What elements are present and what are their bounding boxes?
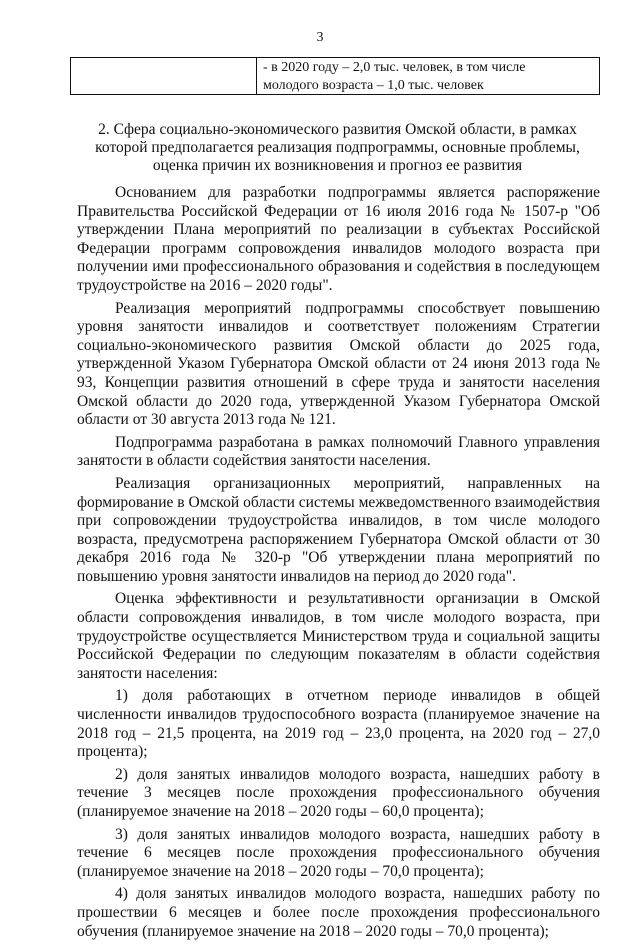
heading-line: оценка причин их возникновения и прогноз ее развития: [152, 157, 523, 174]
table-cell-empty: [71, 58, 257, 94]
list-item-indicator-3: 3) доля занятых инвалидов молодого возраста, нашедших работу в течение 6 месяцев после прохождения профессионального обучения (планируемое значение на 2018 – 2020 годы – 70,0 процента);: [77, 825, 600, 880]
page-number: 3: [316, 30, 324, 45]
paragraph-strategy: Реализация мероприятий подпрограммы способствует повышению уровня занятости инвалидов и соответствует положениям Стратегии социально-экономического развития Омской области до 2025 года, утвержденной Указом Губернатора Омской области от 24 июня 2013 года № 93, Концепции развития отношений в сфере труда и занятости населения Омской области до 2020 года, утвержденной Указом Губернатора Омской области от 30 августа 2013 года № 121.: [77, 299, 600, 429]
paragraph-evaluation: Оценка эффективности и результативности организации в Омской области сопровождения инвалидов, в том числе молодого возраста, при трудоустройстве осуществляется Министерством труда и социальной защиты Российской Федерации по следующим показателям в области содействия занятости населения:: [77, 590, 600, 682]
continuation-table: [70, 57, 600, 95]
table-line: молодого возраста – 1,0 тыс. человек: [263, 78, 484, 93]
paragraph-organization: Реализация организационных мероприятий, направленных на формирование в Омской области системы межведомственного взаимодействия при сопровождении трудоустройства инвалидов, в том числе молодого возраста, предусмотрена распоряжением Губернатора Омской области от 30 декабря 2016 года № 320-р "Об утверждении плана мероприятий по повышению уровня занятости инвалидов на период до 2020 года".: [77, 474, 600, 585]
list-item-indicator-2: 2) доля занятых инвалидов молодого возраста, нашедших работу в течение 3 месяцев после прохождения профессионального обучения (планируемое значение на 2018 – 2020 годы – 60,0 процента);: [77, 765, 600, 820]
section-heading: [75, 121, 600, 175]
heading-line: 2. Сфера социально-экономического развития Омской области, в рамках: [98, 121, 577, 138]
list-item-indicator-1: 1) доля работающих в отчетном периоде инвалидов в общей численности инвалидов трудоспособного возраста (планируемое значение на 2018 год – 21,5 процента, на 2019 год – 23,0 процента, на 2020 год – 27,0 процента);: [77, 687, 600, 761]
document-body: [77, 184, 600, 945]
table-line: - в 2020 году – 2,0 тыс. человек, в том числе: [263, 60, 526, 75]
paragraph-authority: Подпрограмма разработана в рамках полномочий Главного управления занятости в области содействия занятости населения.: [77, 433, 600, 470]
heading-line: которой предполагается реализация подпрограммы, основные проблемы,: [95, 139, 580, 156]
paragraph-basis: Основанием для разработки подпрограммы является распоряжение Правительства Российской Федерации от 16 июля 2016 года № 1507-р "Об утверждении Плана мероприятий по реализации в субъектах Российской Федерации программ сопровождения инвалидов молодого возраста при получении ими профессионального образования и содействия в последующем трудоустройстве на 2016 – 2020 годы".: [77, 184, 600, 294]
table-cell-text: [257, 58, 599, 94]
list-item-indicator-4: 4) доля занятых инвалидов молодого возраста, нашедших работу по прошествии 6 месяцев и более после прохождения профессионального обучения (планируемое значение на 2018 – 2020 годы – 70,0 процента);: [77, 885, 600, 940]
